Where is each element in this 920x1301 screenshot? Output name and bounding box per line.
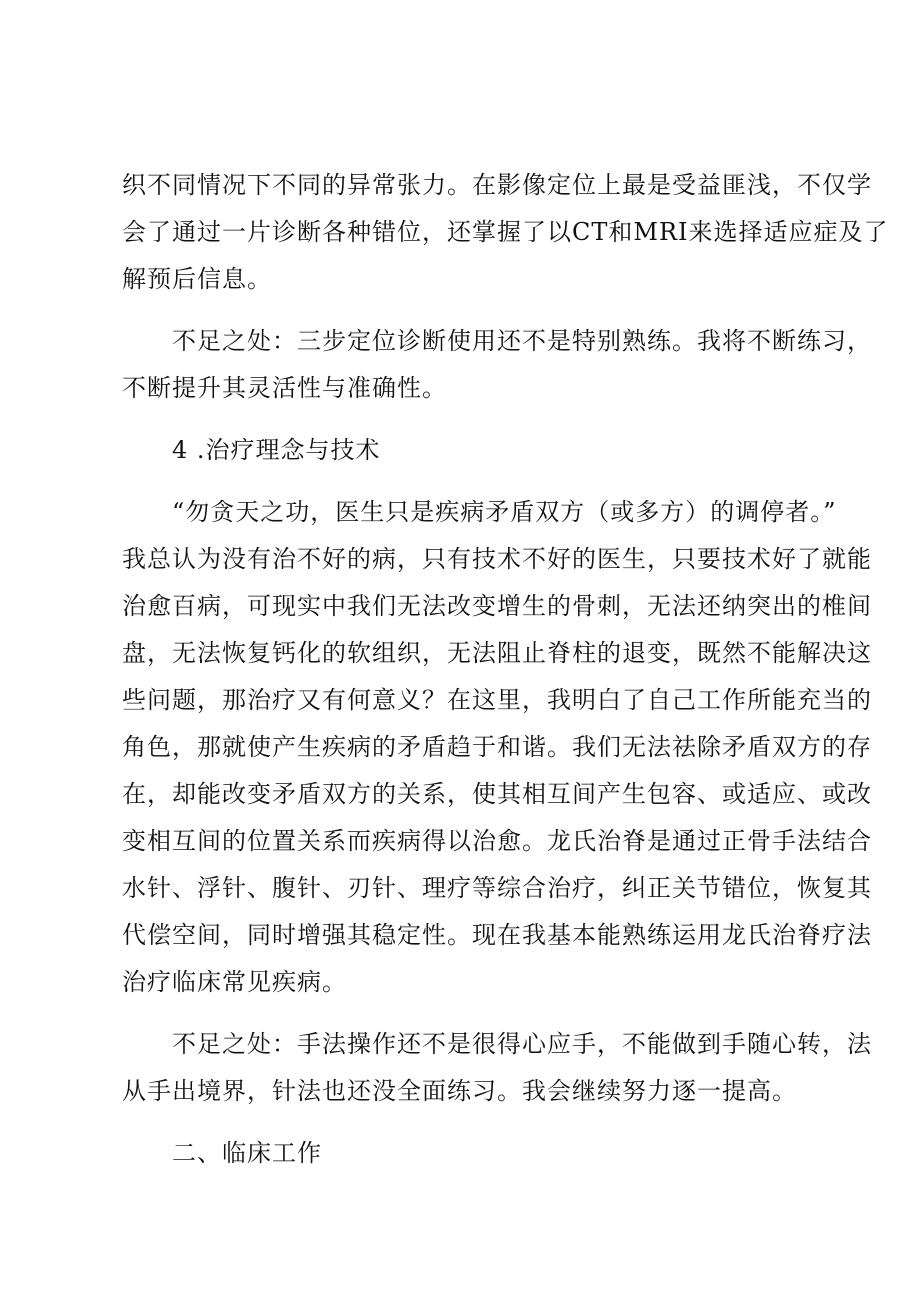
paragraph-treatment-philosophy (122, 489, 872, 1006)
text-line: 角色，那就使产生疾病的矛盾趋于和谐。我们无法祛除矛盾双方的存 (122, 733, 872, 761)
paragraph-shortcoming-diagnosis (122, 318, 872, 412)
text-line: 治愈百病，可现实中我们无法改变增生的骨刺，无法还纳突出的椎间 (122, 592, 872, 620)
section-heading-treatment (122, 427, 822, 474)
text-line: 会了通过一片诊断各种错位，还掌握了以CT和MRI来选择适应症及了 (122, 218, 889, 246)
text-line: 不足之处：手法操作还不是很得心应手，不能做到手随心转，法 (172, 1030, 872, 1058)
text-line: 在，却能改变矛盾双方的关系，使其相互间产生包容、或适应、或改 (122, 780, 872, 808)
text-line: “勿贪天之功，医生只是疾病矛盾双方（或多方）的调停者。” (172, 498, 837, 526)
section-heading: 二、临床工作 (172, 1139, 322, 1167)
text-line: 织不同情况下不同的异常张力。在影像定位上最是受益匪浅，不仅学 (122, 171, 872, 199)
text-line: 我总认为没有治不好的病，只有技术不好的医生，只要技术好了就能 (122, 545, 872, 573)
text-line: 水针、浮针、腹针、刃针、理疗等综合治疗，纠正关节错位，恢复其 (122, 874, 872, 902)
text-line: 解预后信息。 (122, 265, 272, 293)
paragraph-imaging-gains (122, 162, 889, 303)
text-line: 治疗临床常见疾病。 (122, 968, 347, 996)
section-heading: 4 .治疗理念与技术 (172, 436, 381, 464)
text-line: 不足之处：三步定位诊断使用还不是特别熟练。我将不断练习， (172, 327, 872, 355)
paragraph-shortcoming-technique (122, 1021, 872, 1115)
text-line: 变相互间的位置关系而疾病得以治愈。龙氏治脊是通过正骨手法结合 (122, 827, 872, 855)
text-line: 不断提升其灵活性与准确性。 (122, 374, 447, 402)
text-line: 些问题，那治疗又有何意义？在这里，我明白了自己工作所能充当的 (122, 686, 872, 714)
text-line: 从手出境界，针法也还没全面练习。我会继续努力逐一提高。 (122, 1077, 797, 1105)
text-line: 代偿空间，同时增强其稳定性。现在我基本能熟练运用龙氏治脊疗法 (122, 921, 872, 949)
text-line: 盘，无法恢复钙化的软组织，无法阻止脊柱的退变，既然不能解决这 (122, 639, 872, 667)
body-text (122, 162, 889, 1177)
section-heading-clinical-work (122, 1130, 822, 1177)
